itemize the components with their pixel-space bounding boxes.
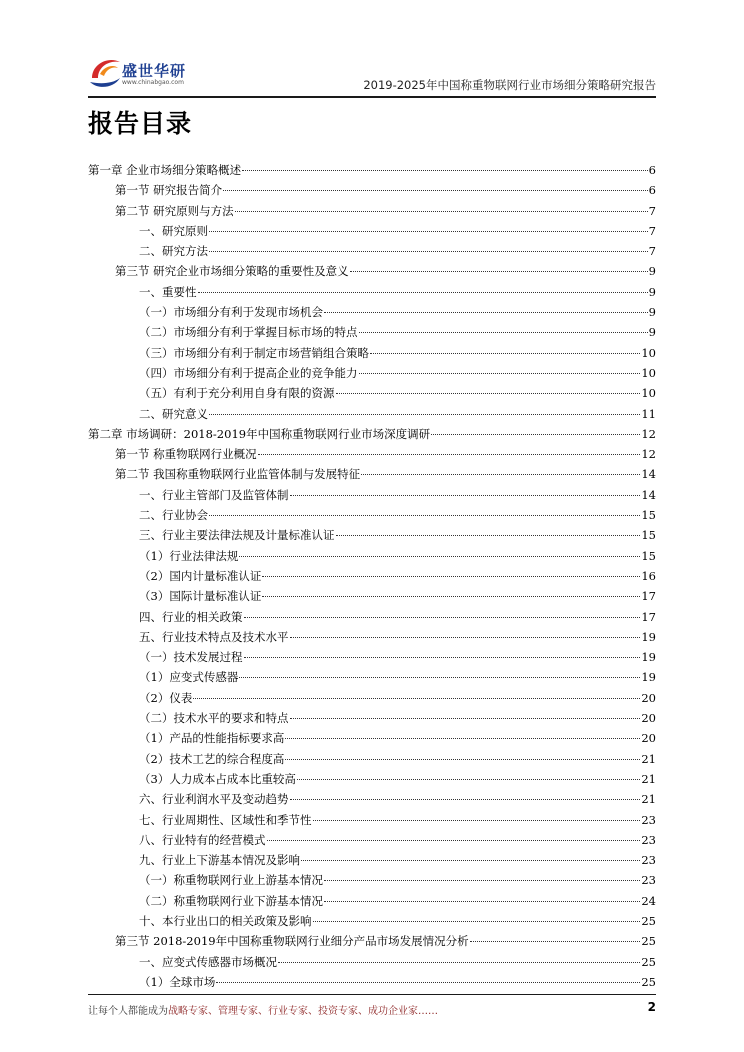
toc-entry-page: 10 [641,365,656,380]
toc-entry[interactable] [88,363,656,383]
toc-entry-page: 20 [641,711,656,726]
toc-leader-dots [209,515,640,516]
logo-swoosh-icon [88,52,122,92]
toc-leader-dots [209,251,648,252]
toc-leader-dots [262,596,640,597]
toc-leader-dots [359,373,641,374]
toc-leader-dots [290,799,641,800]
footer-slogan-emphasis: 战略专家、管理专家、行业专家、投资专家、成功企业家…… [168,1006,438,1017]
toc-entry-page: 16 [641,568,656,583]
toc-entry-title: 六、行业利润水平及变动趋势 [139,792,289,807]
toc-leader-dots [301,860,640,861]
toc-entry-page: 12 [641,426,656,441]
toc-entry-title: 九、行业上下游基本情况及影响 [139,853,300,868]
toc-entry[interactable] [88,261,656,281]
toc-entry[interactable] [88,647,656,667]
toc-entry-title: （二）市场细分有利于掌握目标市场的特点 [139,325,358,340]
page-header [88,46,656,98]
toc-leader-dots [359,332,648,333]
footer-divider [88,994,656,995]
toc-entry[interactable] [88,749,656,769]
toc-entry[interactable] [88,322,656,342]
toc-leader-dots [209,414,640,415]
toc-entry[interactable] [88,566,656,586]
toc-entry-title: 第二节 我国称重物联网行业监管体制与发展特征 [115,467,361,482]
company-logo [88,50,208,94]
toc-entry[interactable] [88,708,656,728]
toc-entry-page: 24 [641,893,656,908]
header-divider [88,96,656,98]
toc-entry-title: 七、行业周期性、区域性和季节性 [139,812,312,827]
toc-entry-title: 第二节 研究原则与方法 [115,203,234,218]
toc-entry[interactable] [88,728,656,748]
toc-entry-title: 一、研究原则 [139,223,208,238]
toc-entry-page: 21 [641,771,656,786]
toc-entry-title: （1）全球市场 [139,974,216,989]
toc-entry-page: 9 [648,284,656,299]
toc-entry-title: （1）产品的性能指标要求高 [139,731,285,746]
toc-entry-title: （2）技术工艺的综合程度高 [139,751,285,766]
toc-leader-dots [297,779,641,780]
toc-entry-page: 19 [641,670,656,685]
toc-entry[interactable] [88,688,656,708]
toc-entry-page: 21 [641,792,656,807]
toc-leader-dots [350,271,648,272]
toc-entry-page: 25 [641,934,656,949]
toc-entry-title: （1）行业法律法规 [139,548,239,563]
toc-entry-page: 20 [641,731,656,746]
toc-leader-dots [285,759,640,760]
toc-leader-dots [235,211,648,212]
toc-leader-dots [313,921,641,922]
toc-entry-title: 第一章 企业市场细分策略概述 [88,163,242,177]
toc-entry[interactable] [88,911,656,931]
toc-entry-page: 12 [641,447,656,462]
toc-leader-dots [216,982,640,983]
toc-entry-page: 6 [648,183,656,198]
toc-entry-title: 第一节 研究报告简介 [115,183,223,198]
toc-leader-dots [244,617,641,618]
toc-entry-page: 11 [641,406,656,421]
toc-entry[interactable] [88,241,656,261]
toc-entry-title: （五）有利于充分利用自身有限的资源 [139,386,335,401]
toc-leader-dots [431,434,640,435]
toc-entry[interactable] [88,282,656,302]
logo-url: www.chinabgao.com [122,79,184,86]
toc-entry[interactable] [88,830,656,850]
toc-entry-title: 五、行业技术特点及技术水平 [139,629,289,644]
toc-entry[interactable] [88,424,656,444]
toc-entry-page: 21 [641,751,656,766]
page-number: 2 [647,1000,656,1014]
footer-slogan [88,1002,438,1017]
toc-leader-dots [324,880,640,881]
toc-entry-page: 9 [648,325,656,340]
toc-entry-title: 一、行业主管部门及监管体制 [139,487,289,502]
toc-leader-dots [470,941,641,942]
toc-entry-title: 第三节 2018-2019年中国称重物联网行业细分产品市场发展情况分析 [115,934,469,949]
toc-entry-page: 6 [648,163,656,177]
toc-entry-page: 23 [641,812,656,827]
toc-entry[interactable] [88,404,656,424]
toc-entry[interactable] [88,586,656,606]
toc-entry-title: （3）国际计量标准认证 [139,589,262,604]
toc-entry-title: （二）称重物联网行业下游基本情况 [139,893,323,908]
toc-entry[interactable] [88,870,656,890]
toc-entry-page: 9 [648,305,656,320]
toc-entry-title: 第一节 称重物联网行业概况 [115,447,257,462]
toc-leader-dots [336,393,641,394]
footer-slogan-lead: 让每个人都能成为 [88,1006,168,1017]
toc-entry-page: 25 [641,913,656,928]
logo-text: 盛世华研 [122,62,187,80]
toc-entry-title: 第二章 市场调研：2018-2019年中国称重物联网行业市场深度调研 [88,426,431,441]
toc-leader-dots [239,556,640,557]
toc-leader-dots [290,495,641,496]
toc-leader-dots [290,718,641,719]
report-title: 2019-2025年中国称重物联网行业市场细分策略研究报告 [363,78,656,92]
toc-leader-dots [244,657,641,658]
toc-entry-title: 二、研究方法 [139,244,208,259]
toc-leader-dots [290,637,641,638]
toc-entry-title: 一、应变式传感器市场概况 [139,954,277,969]
toc-entry[interactable] [88,383,656,403]
toc-entry-page: 7 [648,203,656,218]
toc-entry-title: 第三节 研究企业市场细分策略的重要性及意义 [115,264,349,279]
toc-entry-page: 19 [641,629,656,644]
toc-entry-title: 四、行业的相关政策 [139,609,243,624]
toc-leader-dots [336,535,641,536]
toc-entry-page: 17 [641,609,656,624]
toc-leader-dots [324,312,648,313]
toc-entry[interactable] [88,464,656,484]
toc-leader-dots [285,738,640,739]
toc-entry-page: 7 [648,244,656,259]
toc-leader-dots [258,454,641,455]
toc-entry-title: （二）技术水平的要求和特点 [139,711,289,726]
toc-entry[interactable] [88,972,656,992]
toc-entry-page: 10 [641,345,656,360]
toc-entry[interactable] [88,180,656,200]
toc-entry[interactable] [88,931,656,951]
toc-entry[interactable] [88,769,656,789]
toc-entry[interactable] [88,221,656,241]
toc-entry-page: 23 [641,853,656,868]
toc-leader-dots [324,901,640,902]
toc-entry-title: 十、本行业出口的相关政策及影响 [139,913,312,928]
toc-entry[interactable] [88,525,656,545]
toc-entry[interactable] [88,607,656,627]
toc-entry[interactable] [88,485,656,505]
toc-entry-title: （1）应变式传感器 [139,670,239,685]
toc-leader-dots [370,353,640,354]
toc-entry-title: 八、行业特有的经营模式 [139,832,266,847]
toc-entry-title: 二、行业协会 [139,508,208,523]
toc-entry-page: 7 [648,223,656,238]
toc-entry-page: 17 [641,589,656,604]
toc-entry-title: （三）市场细分有利于制定市场营销组合策略 [139,345,369,360]
toc-entry-page: 9 [648,264,656,279]
toc-leader-dots [239,677,640,678]
toc-entry-page: 15 [641,548,656,563]
toc-entry-page: 19 [641,650,656,665]
toc-leader-dots [313,820,641,821]
toc-entry-title: （3）人力成本占成本比重较高 [139,771,296,786]
toc-entry-title: 二、研究意义 [139,406,208,421]
toc-entry[interactable] [88,201,656,221]
toc-entry[interactable] [88,444,656,464]
page-title: 报告目录 [88,109,193,138]
toc-entry[interactable] [88,789,656,809]
toc-entry-title: （2）国内计量标准认证 [139,568,262,583]
toc-entry[interactable] [88,343,656,363]
toc-leader-dots [267,840,641,841]
toc-entry[interactable] [88,810,656,830]
toc-leader-dots [361,474,640,475]
toc-entry-page: 23 [641,873,656,888]
toc-entry-page: 15 [641,528,656,543]
toc-entry[interactable] [88,160,656,180]
toc-entry[interactable] [88,505,656,525]
toc-entry-title: （四）市场细分有利于提高企业的竞争能力 [139,365,358,380]
toc-entry[interactable] [88,891,656,911]
toc-entry-title: （2）仪表 [139,690,193,705]
toc-entry[interactable] [88,850,656,870]
toc-entry[interactable] [88,302,656,322]
toc-entry-page: 14 [641,467,656,482]
toc-leader-dots [262,576,640,577]
toc-entry[interactable] [88,667,656,687]
toc-entry[interactable] [88,546,656,566]
toc-entry-title: （一）技术发展过程 [139,650,243,665]
toc-leader-dots [209,231,648,232]
toc-leader-dots [242,170,648,171]
toc-entry-title: 三、行业主要法律法规及计量标准认证 [139,528,335,543]
toc-entry-page: 14 [641,487,656,502]
toc-entry-title: （一）称重物联网行业上游基本情况 [139,873,323,888]
toc-leader-dots [223,190,648,191]
toc-leader-dots [193,698,640,699]
toc-entry-page: 25 [641,974,656,989]
toc-entry-page: 10 [641,386,656,401]
toc-entry-page: 25 [641,954,656,969]
toc-leader-dots [198,292,648,293]
toc-leader-dots [278,962,640,963]
toc-entry-page: 15 [641,508,656,523]
toc-entry-page: 23 [641,832,656,847]
toc-entry[interactable] [88,627,656,647]
toc-entry[interactable] [88,952,656,972]
toc-entry-title: （一）市场细分有利于发现市场机会 [139,305,323,320]
table-of-contents [88,160,656,992]
toc-entry-title: 一、重要性 [139,284,197,299]
toc-entry-page: 20 [641,690,656,705]
